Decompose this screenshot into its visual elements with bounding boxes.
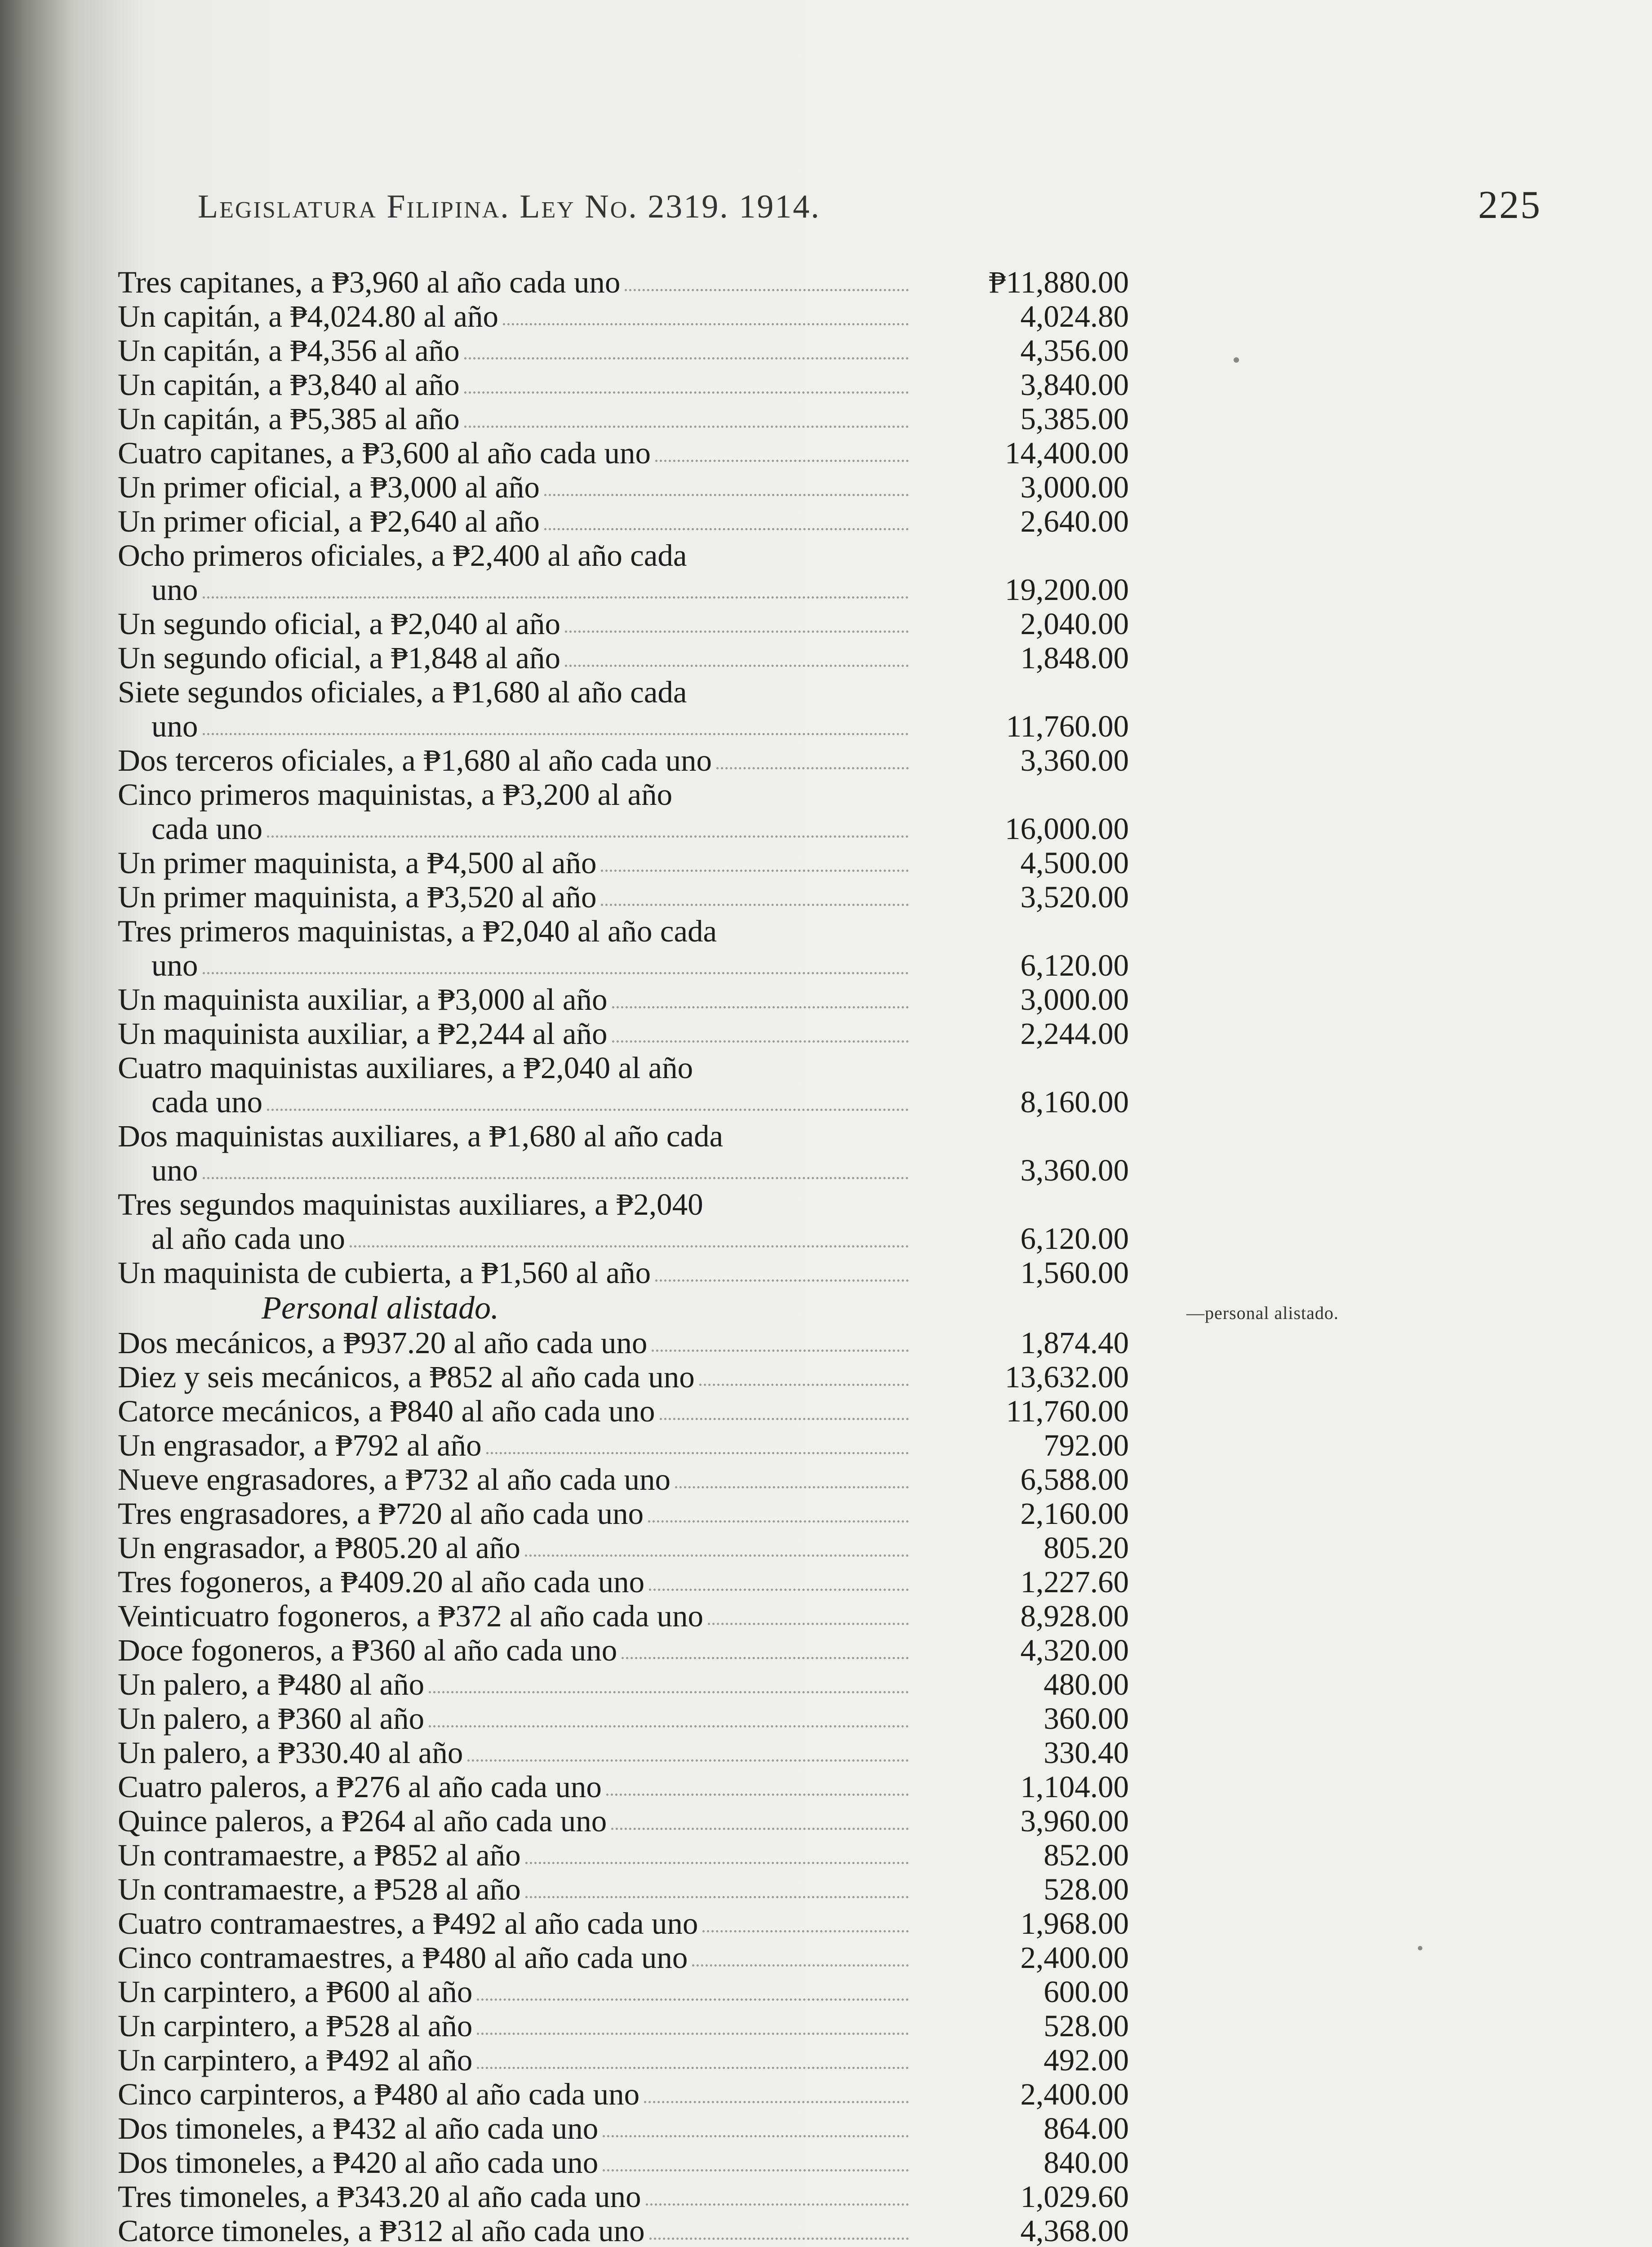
description-text: Cinco contramaestres, a ₱480 al año cada uno	[118, 1941, 688, 1975]
description-text: Catorce mecánicos, a ₱840 al año cada uno	[118, 1394, 655, 1428]
line-description	[118, 573, 913, 607]
line-amount: 8,160.00	[1020, 1085, 1129, 1119]
line-description	[118, 1736, 913, 1770]
dot-leader	[612, 1006, 909, 1008]
appropriation-line	[118, 538, 1129, 573]
line-amount: 1,874.40	[1020, 1326, 1129, 1360]
dot-leader	[544, 494, 909, 496]
dot-leader	[652, 1350, 909, 1352]
line-description	[118, 777, 913, 812]
line-amount: 1,848.00	[1020, 641, 1129, 675]
line-description	[118, 2180, 913, 2214]
appropriation-list	[118, 265, 1129, 2247]
enlisted-list	[118, 1326, 1129, 2247]
line-description	[118, 880, 913, 914]
appropriation-line	[118, 812, 1129, 846]
dot-leader	[203, 1177, 909, 1179]
line-description	[118, 436, 913, 470]
appropriation-line	[118, 1051, 1129, 1085]
description-text: Dos timoneles, a ₱432 al año cada uno	[118, 2111, 599, 2145]
line-description	[118, 982, 913, 1017]
line-amount: 2,400.00	[1020, 1941, 1129, 1975]
line-amount: 480.00	[1044, 1667, 1129, 1701]
line-description	[118, 538, 913, 573]
line-description	[118, 1804, 913, 1838]
description-text: Veinticuatro fogoneros, a ₱372 al año cada uno	[118, 1599, 703, 1633]
description-text: Cinco primeros maquinistas, a ₱3,200 al año	[118, 777, 673, 812]
appropriation-line	[118, 1667, 1129, 1701]
line-amount: 2,400.00	[1020, 2077, 1129, 2111]
line-description	[118, 265, 913, 299]
description-text: Nueve engrasadores, a ₱732 al año cada uno	[118, 1462, 671, 1497]
line-amount: 4,320.00	[1020, 1633, 1129, 1667]
appropriation-line	[118, 2180, 1129, 2214]
description-text: Un palero, a ₱360 al año	[118, 1701, 425, 1736]
line-description	[118, 368, 913, 402]
line-amount: 14,400.00	[1005, 436, 1129, 470]
description-text: uno	[151, 1153, 198, 1187]
line-description	[118, 1360, 913, 1394]
appropriation-line	[118, 607, 1129, 641]
dot-leader	[625, 289, 909, 291]
description-text: Un contramaestre, a ₱528 al año	[118, 1872, 521, 1906]
line-description	[118, 1153, 913, 1187]
line-amount: 1,560.00	[1020, 1256, 1129, 1290]
dot-leader	[477, 1998, 909, 2001]
appropriation-line	[118, 1497, 1129, 1531]
line-amount: 3,360.00	[1020, 1153, 1129, 1187]
line-amount: 1,227.60	[1020, 1565, 1129, 1599]
appropriation-line	[118, 333, 1129, 368]
description-text: Siete segundos oficiales, a ₱1,680 al año cada	[118, 675, 687, 709]
description-text: Un carpintero, a ₱600 al año	[118, 1975, 473, 2009]
running-head: Legislatura Filipina. Ley No. 2319. 1914.	[198, 188, 821, 225]
appropriation-line	[118, 1187, 1129, 1221]
line-description	[118, 1975, 913, 2009]
description-text: Un contramaestre, a ₱852 al año	[118, 1838, 521, 1872]
appropriation-line	[118, 1221, 1129, 1256]
description-text: Cuatro paleros, a ₱276 al año cada uno	[118, 1770, 602, 1804]
description-text: Quince paleros, a ₱264 al año cada uno	[118, 1804, 607, 1838]
line-description	[118, 743, 913, 777]
description-text: Tres primeros maquinistas, a ₱2,040 al año cada	[118, 914, 717, 948]
description-text: Un capitán, a ₱4,024.80 al año	[118, 299, 498, 333]
appropriation-line	[118, 1085, 1129, 1119]
appropriation-line	[118, 504, 1129, 538]
line-amount: 360.00	[1044, 1701, 1129, 1736]
line-description	[118, 1701, 913, 1736]
line-amount: 852.00	[1044, 1838, 1129, 1872]
description-text: Un palero, a ₱330.40 al año	[118, 1736, 463, 1770]
description-text: Dos mecánicos, a ₱937.20 al año cada uno	[118, 1326, 648, 1360]
description-text: Diez y seis mecánicos, a ₱852 al año cada uno	[118, 1360, 695, 1394]
line-description	[118, 504, 913, 538]
line-description	[118, 2214, 913, 2247]
line-description	[118, 709, 913, 743]
line-amount: 1,104.00	[1020, 1770, 1129, 1804]
description-text: Cuatro contramaestres, a ₱492 al año cada uno	[118, 1906, 698, 1941]
description-text: Tres capitanes, a ₱3,960 al año cada uno	[118, 265, 621, 299]
dot-leader	[699, 1384, 909, 1386]
description-text: Un maquinista de cubierta, a ₱1,560 al año	[118, 1256, 651, 1290]
line-description	[118, 1770, 913, 1804]
margin-note: —personal alistado.	[1186, 1303, 1339, 1323]
appropriation-line	[118, 470, 1129, 504]
line-amount: 2,040.00	[1020, 607, 1129, 641]
dot-leader	[503, 323, 909, 325]
line-amount: 3,000.00	[1020, 470, 1129, 504]
line-description	[118, 470, 913, 504]
line-amount: 6,120.00	[1020, 948, 1129, 982]
appropriation-line	[118, 641, 1129, 675]
line-amount: 528.00	[1044, 2009, 1129, 2043]
line-description	[118, 1462, 913, 1497]
appropriation-line	[118, 2111, 1129, 2145]
appropriation-line	[118, 1153, 1129, 1187]
appropriation-line	[118, 982, 1129, 1017]
dot-leader	[675, 1486, 909, 1488]
dot-leader	[525, 1554, 909, 1557]
description-text: uno	[151, 709, 198, 743]
line-description	[118, 1326, 913, 1360]
description-text: Un palero, a ₱480 al año	[118, 1667, 425, 1701]
line-amount: 19,200.00	[1005, 573, 1129, 607]
description-text: Cinco carpinteros, a ₱480 al año cada uno	[118, 2077, 640, 2111]
dot-leader	[644, 2101, 909, 2103]
appropriation-line	[118, 299, 1129, 333]
dot-leader	[267, 835, 909, 838]
dot-leader	[429, 1691, 909, 1693]
appropriation-line	[118, 2214, 1129, 2247]
appropriation-line	[118, 1326, 1129, 1360]
description-text: Dos timoneles, a ₱420 al año cada uno	[118, 2145, 599, 2180]
appropriation-line	[118, 573, 1129, 607]
line-amount: 2,160.00	[1020, 1497, 1129, 1531]
description-text: Un segundo oficial, a ₱1,848 al año	[118, 641, 560, 675]
line-amount: 4,356.00	[1020, 333, 1129, 368]
description-text: Un primer oficial, a ₱2,640 al año	[118, 504, 540, 538]
appropriation-line	[118, 1462, 1129, 1497]
appropriation-line	[118, 1838, 1129, 1872]
description-text: Tres fogoneros, a ₱409.20 al año cada uno	[118, 1565, 645, 1599]
paper-speck	[1234, 357, 1239, 363]
description-text: Un capitán, a ₱3,840 al año	[118, 368, 460, 402]
description-text: Un engrasador, a ₱792 al año	[118, 1428, 482, 1462]
dot-leader	[646, 2203, 909, 2206]
line-description	[118, 1872, 913, 1906]
line-description	[118, 1428, 913, 1462]
appropriation-line	[118, 846, 1129, 880]
line-description	[118, 1017, 913, 1051]
appropriation-line	[118, 709, 1129, 743]
description-text: Un capitán, a ₱4,356 al año	[118, 333, 460, 368]
line-amount: 3,840.00	[1020, 368, 1129, 402]
line-amount: 528.00	[1044, 1872, 1129, 1906]
description-text: Un capitán, a ₱5,385 al año	[118, 402, 460, 436]
line-amount: 805.20	[1044, 1531, 1129, 1565]
line-description	[118, 914, 913, 948]
appropriation-line	[118, 1428, 1129, 1462]
line-amount: 1,029.60	[1020, 2180, 1129, 2214]
dot-leader	[601, 904, 909, 906]
paper-speck	[1418, 1946, 1422, 1950]
dot-leader	[702, 1930, 909, 1932]
appropriation-line	[118, 1736, 1129, 1770]
line-amount: 11,760.00	[1006, 1394, 1129, 1428]
dot-leader	[464, 391, 909, 394]
description-text: al año cada uno	[151, 1221, 346, 1256]
description-text: Un carpintero, a ₱492 al año	[118, 2043, 473, 2077]
line-amount: 3,520.00	[1020, 880, 1129, 914]
appropriation-line	[118, 402, 1129, 436]
line-description	[118, 1667, 913, 1701]
appropriation-line	[118, 1906, 1129, 1941]
dot-leader	[603, 2169, 909, 2172]
description-text: Un primer maquinista, a ₱4,500 al año	[118, 846, 597, 880]
line-description	[118, 299, 913, 333]
line-description	[118, 1906, 913, 1941]
appropriation-line	[118, 1565, 1129, 1599]
dot-leader	[603, 2135, 909, 2137]
line-amount: 4,500.00	[1020, 846, 1129, 880]
line-description	[118, 2145, 913, 2180]
line-description	[118, 402, 913, 436]
line-amount: 13,632.00	[1005, 1360, 1129, 1394]
line-description	[118, 333, 913, 368]
line-amount: 8,928.00	[1020, 1599, 1129, 1633]
appropriation-line	[118, 777, 1129, 812]
description-text: Tres timoneles, a ₱343.20 al año cada uno	[118, 2180, 641, 2214]
line-amount: 600.00	[1044, 1975, 1129, 2009]
appropriation-line	[118, 1941, 1129, 1975]
appropriation-line	[118, 1872, 1129, 1906]
appropriation-line	[118, 2009, 1129, 2043]
description-text: Tres segundos maquinistas auxiliares, a ₱2,040	[118, 1187, 703, 1221]
appropriation-line	[118, 1256, 1129, 1290]
line-description	[118, 1187, 913, 1221]
line-amount: 16,000.00	[1005, 812, 1129, 846]
description-text: Dos maquinistas auxiliares, a ₱1,680 al año cada	[118, 1119, 724, 1153]
appropriation-line	[118, 2077, 1129, 2111]
line-amount: 330.40	[1044, 1736, 1129, 1770]
appropriation-line	[118, 1701, 1129, 1736]
line-description	[118, 1497, 913, 1531]
dot-leader	[708, 1623, 909, 1625]
line-description	[118, 1599, 913, 1633]
appropriation-line	[118, 1531, 1129, 1565]
line-amount: 3,360.00	[1020, 743, 1129, 777]
appropriation-line	[118, 1394, 1129, 1428]
line-amount: 864.00	[1044, 2111, 1129, 2145]
line-description	[118, 1256, 913, 1290]
dot-leader	[544, 528, 909, 530]
line-description	[118, 1941, 913, 1975]
line-amount: 1,968.00	[1020, 1906, 1129, 1941]
dot-leader	[467, 1759, 909, 1762]
dot-leader	[203, 972, 909, 974]
line-amount: 4,368.00	[1020, 2214, 1129, 2247]
appropriation-line	[118, 1770, 1129, 1804]
line-description	[118, 2043, 913, 2077]
dot-leader	[612, 1040, 909, 1043]
description-text: Un maquinista auxiliar, a ₱3,000 al año	[118, 982, 608, 1017]
appropriation-line	[118, 1599, 1129, 1633]
dot-leader	[429, 1725, 909, 1727]
description-text: uno	[151, 573, 198, 607]
dot-leader	[486, 1452, 909, 1454]
line-description	[118, 1531, 913, 1565]
line-amount: 5,385.00	[1020, 402, 1129, 436]
line-description	[118, 1119, 913, 1153]
appropriation-line	[118, 948, 1129, 982]
description-text: Ocho primeros oficiales, a ₱2,400 al año cada	[118, 538, 687, 573]
dot-leader	[622, 1657, 909, 1659]
officers-list	[118, 265, 1129, 1290]
description-text: Cuatro maquinistas auxiliares, a ₱2,040 al año	[118, 1051, 693, 1085]
line-description	[118, 607, 913, 641]
dot-leader	[203, 733, 909, 735]
page-number: 225	[1478, 183, 1541, 227]
line-description	[118, 2111, 913, 2145]
dot-leader	[648, 1520, 909, 1523]
line-description	[118, 812, 913, 846]
dot-leader	[525, 1862, 909, 1864]
description-text: uno	[151, 948, 198, 982]
dot-leader	[716, 767, 909, 769]
appropriation-line	[118, 675, 1129, 709]
dot-leader	[601, 870, 909, 872]
line-amount: 4,024.80	[1020, 299, 1129, 333]
appropriation-line	[118, 368, 1129, 402]
line-description	[118, 1633, 913, 1667]
description-text: Un maquinista auxiliar, a ₱2,244 al año	[118, 1017, 608, 1051]
line-amount: 11,760.00	[1006, 709, 1129, 743]
dot-leader	[692, 1964, 909, 1967]
dot-leader	[203, 596, 909, 599]
dot-leader	[655, 1279, 909, 1282]
appropriation-line	[118, 1633, 1129, 1667]
line-description	[118, 1085, 913, 1119]
line-amount: 792.00	[1044, 1428, 1129, 1462]
dot-leader	[477, 2033, 909, 2035]
line-description	[118, 675, 913, 709]
line-amount: 3,000.00	[1020, 982, 1129, 1017]
appropriation-line	[118, 914, 1129, 948]
appropriation-line	[118, 1804, 1129, 1838]
dot-leader	[606, 1794, 909, 1796]
line-description	[118, 2077, 913, 2111]
description-text: cada uno	[151, 812, 263, 846]
dot-leader	[565, 631, 909, 633]
line-description	[118, 1565, 913, 1599]
section-heading: Personal alistado.	[262, 1290, 499, 1326]
line-description	[118, 2009, 913, 2043]
appropriation-line	[118, 1360, 1129, 1394]
description-text: Un primer maquinista, a ₱3,520 al año	[118, 880, 597, 914]
appropriation-line	[118, 436, 1129, 470]
dot-leader	[565, 665, 909, 667]
dot-leader	[649, 1589, 909, 1591]
description-text: Cuatro capitanes, a ₱3,600 al año cada uno	[118, 436, 651, 470]
line-description	[118, 641, 913, 675]
appropriation-line	[118, 880, 1129, 914]
dot-leader	[464, 357, 909, 360]
dot-leader	[464, 426, 909, 428]
line-description	[118, 1394, 913, 1428]
description-text: Un segundo oficial, a ₱2,040 al año	[118, 607, 560, 641]
dot-leader	[649, 2238, 909, 2240]
dot-leader	[267, 1109, 909, 1111]
description-text: Doce fogoneros, a ₱360 al año cada uno	[118, 1633, 617, 1667]
line-description	[118, 948, 913, 982]
line-amount: 6,120.00	[1020, 1221, 1129, 1256]
line-amount: 6,588.00	[1020, 1462, 1129, 1497]
dot-leader	[350, 1245, 909, 1248]
line-amount: 2,244.00	[1020, 1017, 1129, 1051]
line-description	[118, 1051, 913, 1085]
appropriation-line	[118, 1975, 1129, 2009]
dot-leader	[660, 1418, 909, 1420]
description-text: Un primer oficial, a ₱3,000 al año	[118, 470, 540, 504]
dot-leader	[611, 1828, 909, 1830]
appropriation-line	[118, 743, 1129, 777]
dot-leader	[477, 2067, 909, 2069]
appropriation-line	[118, 2145, 1129, 2180]
appropriation-line	[118, 265, 1129, 299]
appropriation-line	[118, 1119, 1129, 1153]
description-text: Tres engrasadores, a ₱720 al año cada uno	[118, 1497, 644, 1531]
line-amount: 492.00	[1044, 2043, 1129, 2077]
line-description	[118, 1838, 913, 1872]
line-amount: 2,640.00	[1020, 504, 1129, 538]
line-description	[118, 846, 913, 880]
line-amount: ₱11,880.00	[989, 265, 1129, 299]
appropriation-line	[118, 2043, 1129, 2077]
description-text: Un engrasador, a ₱805.20 al año	[118, 1531, 520, 1565]
line-amount: 3,960.00	[1020, 1804, 1129, 1838]
line-amount: 840.00	[1044, 2145, 1129, 2180]
dot-leader	[525, 1896, 909, 1898]
description-text: Catorce timoneles, a ₱312 al año cada uno	[118, 2214, 645, 2247]
description-text: Dos terceros oficiales, a ₱1,680 al año cada uno	[118, 743, 712, 777]
appropriation-line	[118, 1017, 1129, 1051]
description-text: Un carpintero, a ₱528 al año	[118, 2009, 473, 2043]
description-text: cada uno	[151, 1085, 263, 1119]
line-description	[118, 1221, 913, 1256]
page-header	[198, 183, 1541, 237]
dot-leader	[655, 460, 909, 462]
